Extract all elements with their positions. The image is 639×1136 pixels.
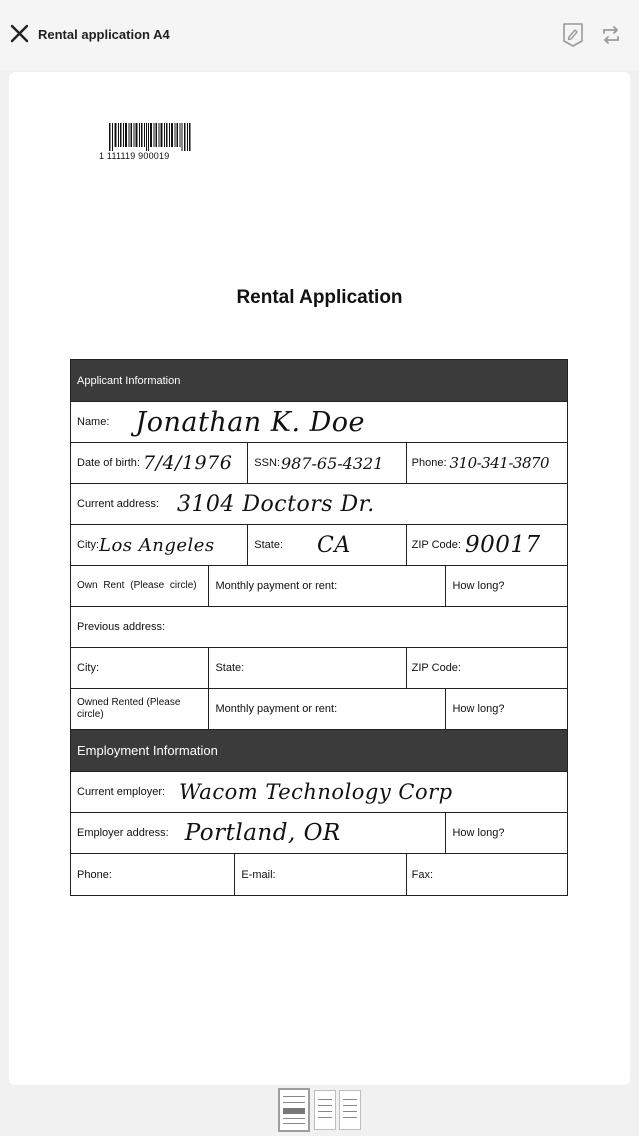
state-value: CA bbox=[317, 532, 351, 558]
previous-state-field[interactable] bbox=[209, 648, 406, 688]
city-field[interactable] bbox=[71, 525, 248, 565]
employer-phone-label: Phone: bbox=[77, 868, 112, 881]
previous-state-label: State: bbox=[215, 662, 245, 674]
barcode-icon bbox=[99, 123, 195, 151]
zip-label: ZIP Code: bbox=[411, 539, 461, 551]
current-address-row bbox=[71, 484, 567, 525]
dob-label: Date of birth: bbox=[77, 457, 140, 469]
employer-address-field[interactable] bbox=[71, 813, 446, 853]
zip-field[interactable] bbox=[407, 525, 567, 565]
sign-edit-icon[interactable] bbox=[560, 21, 586, 49]
close-icon[interactable] bbox=[8, 22, 32, 46]
top-bar bbox=[0, 0, 639, 70]
employer-row bbox=[71, 772, 567, 813]
sync-icon[interactable] bbox=[598, 21, 624, 49]
document-page[interactable] bbox=[9, 72, 630, 1085]
current-employer-label: Current employer: bbox=[77, 786, 166, 798]
previous-zip-label: ZIP Code: bbox=[411, 662, 461, 674]
previous-city-label: City: bbox=[77, 662, 99, 674]
previous-city-state-zip-row bbox=[71, 648, 567, 689]
city-label: City: bbox=[77, 539, 99, 551]
dob-ssn-phone-row bbox=[71, 443, 567, 484]
employer-contact-row bbox=[71, 854, 567, 895]
employer-phone-field[interactable] bbox=[71, 854, 235, 895]
owned-rented-label: Owned Rented (Please circle) bbox=[77, 697, 181, 720]
current-address-field[interactable] bbox=[71, 484, 567, 524]
page-thumbnail-3[interactable] bbox=[339, 1090, 361, 1130]
how-long-field[interactable] bbox=[446, 566, 567, 606]
how-long-label: How long? bbox=[452, 580, 505, 592]
previous-address-label: Previous address: bbox=[77, 621, 166, 633]
barcode bbox=[99, 123, 195, 165]
phone-field[interactable] bbox=[407, 443, 567, 483]
own-rent-row bbox=[71, 566, 567, 607]
close-button[interactable] bbox=[8, 22, 32, 46]
employer-email-label: E-mail: bbox=[241, 868, 276, 881]
barcode-number: 1 111119 900019 bbox=[99, 151, 170, 161]
employer-fax-label: Fax: bbox=[411, 868, 434, 881]
page-thumbnail-2[interactable] bbox=[314, 1090, 336, 1130]
sign-button[interactable] bbox=[560, 21, 586, 49]
name-field[interactable] bbox=[71, 402, 567, 442]
employment-information-header: Employment Information bbox=[71, 730, 567, 772]
employer-address-label: Employer address: bbox=[77, 827, 169, 839]
ssn-field[interactable] bbox=[248, 443, 406, 483]
phone-label: Phone: bbox=[411, 457, 447, 469]
ssn-label: SSN: bbox=[254, 457, 280, 469]
employment-how-long-field[interactable] bbox=[446, 813, 567, 853]
city-value: Los Angeles bbox=[99, 534, 215, 556]
state-field[interactable] bbox=[248, 525, 406, 565]
rental-application-form bbox=[70, 359, 568, 896]
previous-how-long-field[interactable] bbox=[446, 689, 567, 729]
employer-fax-field[interactable] bbox=[407, 854, 567, 895]
sync-button[interactable] bbox=[598, 21, 624, 49]
employer-email-field[interactable] bbox=[235, 854, 406, 895]
employer-address-value: Portland, OR bbox=[184, 820, 341, 846]
ssn-value: 987-65-4321 bbox=[280, 453, 384, 473]
name-value: Jonathan K. Doe bbox=[135, 406, 365, 438]
phone-value: 310-341-3870 bbox=[449, 454, 550, 472]
current-address-label: Current address: bbox=[77, 498, 159, 510]
dob-field[interactable] bbox=[71, 443, 248, 483]
zip-value: 90017 bbox=[464, 532, 541, 558]
own-rent-label: Own Rent (Please circle) bbox=[77, 580, 197, 591]
employer-address-row bbox=[71, 813, 567, 854]
current-employer-value: Wacom Technology Corp bbox=[179, 780, 453, 804]
previous-address-field[interactable] bbox=[71, 607, 567, 647]
dob-value: 7/4/1976 bbox=[142, 452, 233, 474]
monthly-payment-field[interactable] bbox=[209, 566, 446, 606]
state-label: State: bbox=[254, 539, 284, 551]
name-row bbox=[71, 402, 567, 443]
form-title: Rental Application bbox=[236, 287, 403, 308]
previous-city-field[interactable] bbox=[71, 648, 209, 688]
applicant-information-header: Applicant Information bbox=[71, 360, 567, 402]
owned-rented-field[interactable] bbox=[71, 689, 209, 729]
previous-how-long-label: How long? bbox=[452, 703, 505, 715]
document-title: Rental application A4 bbox=[38, 27, 170, 42]
current-address-value: 3104 Doctors Dr. bbox=[176, 491, 375, 517]
page-thumbnails bbox=[276, 1088, 366, 1134]
monthly-payment-label: Monthly payment or rent: bbox=[215, 580, 338, 592]
employment-how-long-label: How long? bbox=[452, 827, 505, 839]
city-state-zip-row bbox=[71, 525, 567, 566]
current-employer-field[interactable] bbox=[71, 772, 567, 812]
own-rent-field[interactable] bbox=[71, 566, 209, 606]
previous-monthly-payment-label: Monthly payment or rent: bbox=[215, 703, 338, 715]
previous-address-row bbox=[71, 607, 567, 648]
page-thumbnail-1[interactable] bbox=[278, 1088, 310, 1132]
previous-monthly-payment-field[interactable] bbox=[209, 689, 446, 729]
name-label: Name: bbox=[77, 416, 110, 428]
previous-zip-field[interactable] bbox=[407, 648, 567, 688]
owned-rented-row bbox=[71, 689, 567, 730]
